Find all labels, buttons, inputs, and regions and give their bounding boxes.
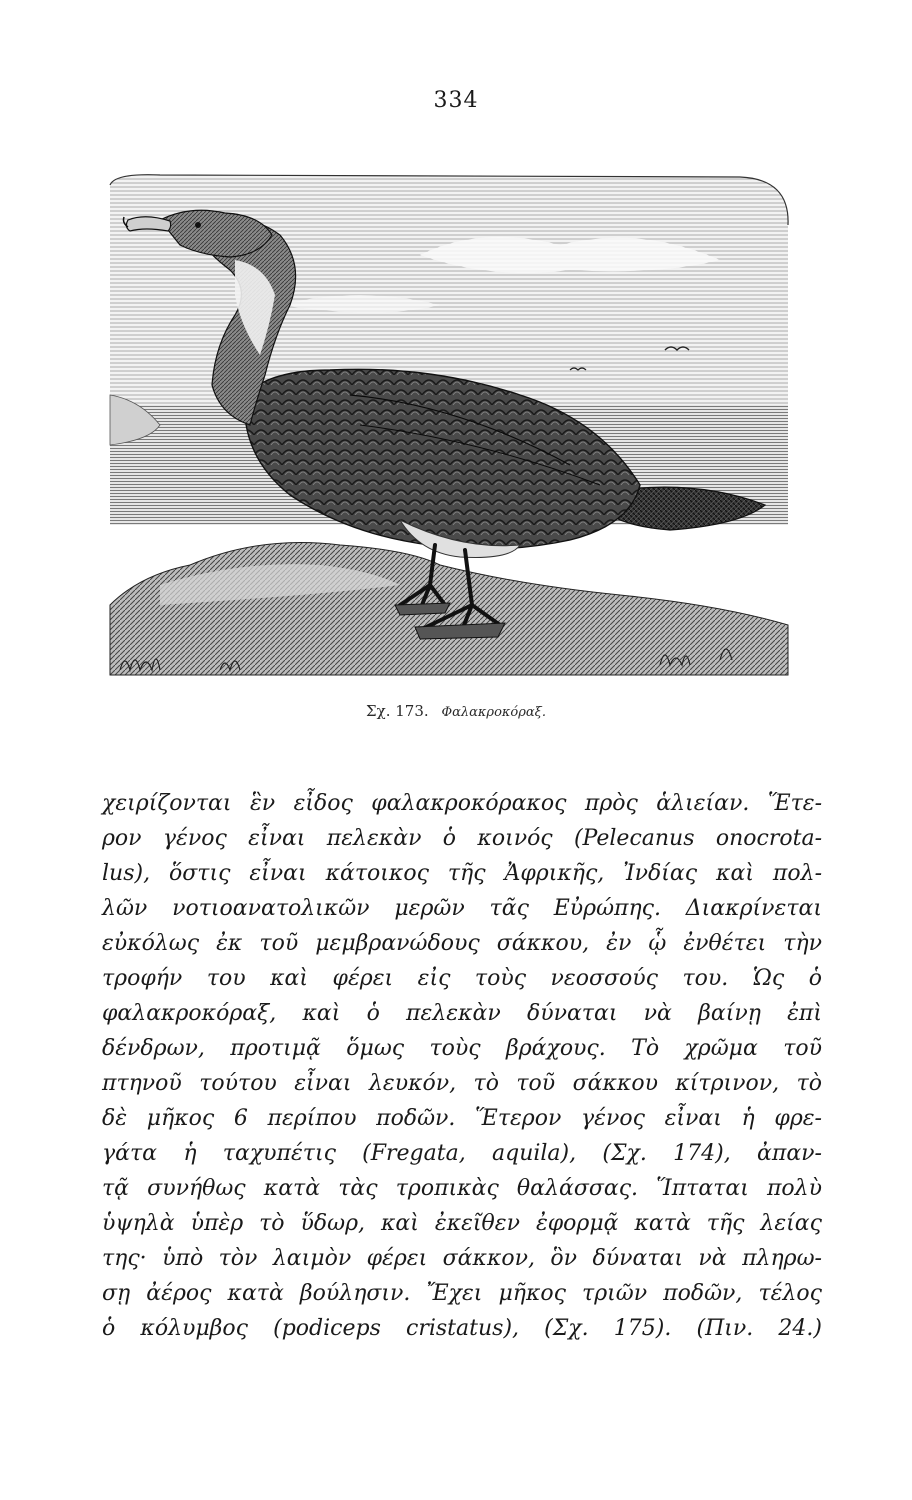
text-line: δὲ μῆκος 6 περίπου ποδῶν. Ἕτερον γένος εἶναι ἡ φρε-: [102, 1106, 822, 1131]
text-line: λῶν νοτιοανατολικῶν μερῶν τᾶς Εὐρώπης. Διακρίνεται: [102, 896, 822, 921]
text-line: τᾷ συνήθως κατὰ τὰς τροπικὰς θαλάσσας. Ἵπταται πολὺ: [102, 1176, 822, 1201]
text-line: της· ὑπὸ τὸν λαιμὸν φέρει σάκκον, ὃν δύναται νὰ πληρω-: [102, 1246, 822, 1271]
cormorant-engraving: [100, 165, 795, 695]
text-line: ὁ κόλυμβος (podiceps cristatus), (Σχ. 175). (Πιν. 24.): [102, 1316, 822, 1341]
text-line: πτηνοῦ τούτου εἶναι λευκόν, τὸ τοῦ σάκκου κίτρινον, τὸ: [102, 1071, 822, 1096]
text-line: ρον γένος εἶναι πελεκὰν ὁ κοινός (Pelecanus onocrota-: [102, 826, 822, 851]
text-line: lus), ὅστις εἶναι κάτοικος τῆς Ἀφρικῆς, Ἰνδίας καὶ πολ-: [102, 861, 822, 886]
text-line: εὐκόλως ἐκ τοῦ μεμβρανώδους σάκκου, ἐν ᾧ ἐνθέτει τὴν: [102, 931, 822, 956]
text-line: χειρίζονται ἓν εἶδος φαλακροκόρακος πρὸς ἁλιείαν. Ἕτε-: [102, 791, 822, 816]
figure-name: Φαλακροκόραξ.: [441, 705, 546, 720]
text-line: τροφήν του καὶ φέρει εἰς τοὺς νεοσσούς του. Ὡς ὁ: [102, 966, 822, 991]
text-line: ὑψηλὰ ὑπὲρ τὸ ὕδωρ, καὶ ἐκεῖθεν ἐφορμᾷ κατὰ τῆς λείας: [102, 1211, 822, 1236]
bird-foot: [395, 603, 450, 615]
text-line: δένδρων, προτιμᾷ ὅμως τοὺς βράχους. Τὸ χρῶμα τοῦ: [102, 1036, 822, 1061]
page-number: 334: [433, 88, 479, 113]
figure-label: Σχ. 173.: [366, 702, 429, 720]
bird-beak: [126, 217, 170, 231]
figure-caption: [0, 702, 912, 720]
text-line: γάτα ἡ ταχυπέτις (Fregata, aquila), (Σχ. 174), ἀπαν-: [102, 1141, 822, 1166]
body-text: [102, 786, 822, 1346]
text-line: φαλακροκόραξ, καὶ ὁ πελεκὰν δύναται νὰ βαίνῃ ἐπὶ: [102, 1001, 822, 1026]
text-line: σῃ ἀέρος κατὰ βούλησιν. Ἔχει μῆκος τριῶν ποδῶν, τέλος: [102, 1281, 822, 1306]
bird-eye: [195, 222, 201, 228]
rock-ground: [110, 543, 788, 676]
